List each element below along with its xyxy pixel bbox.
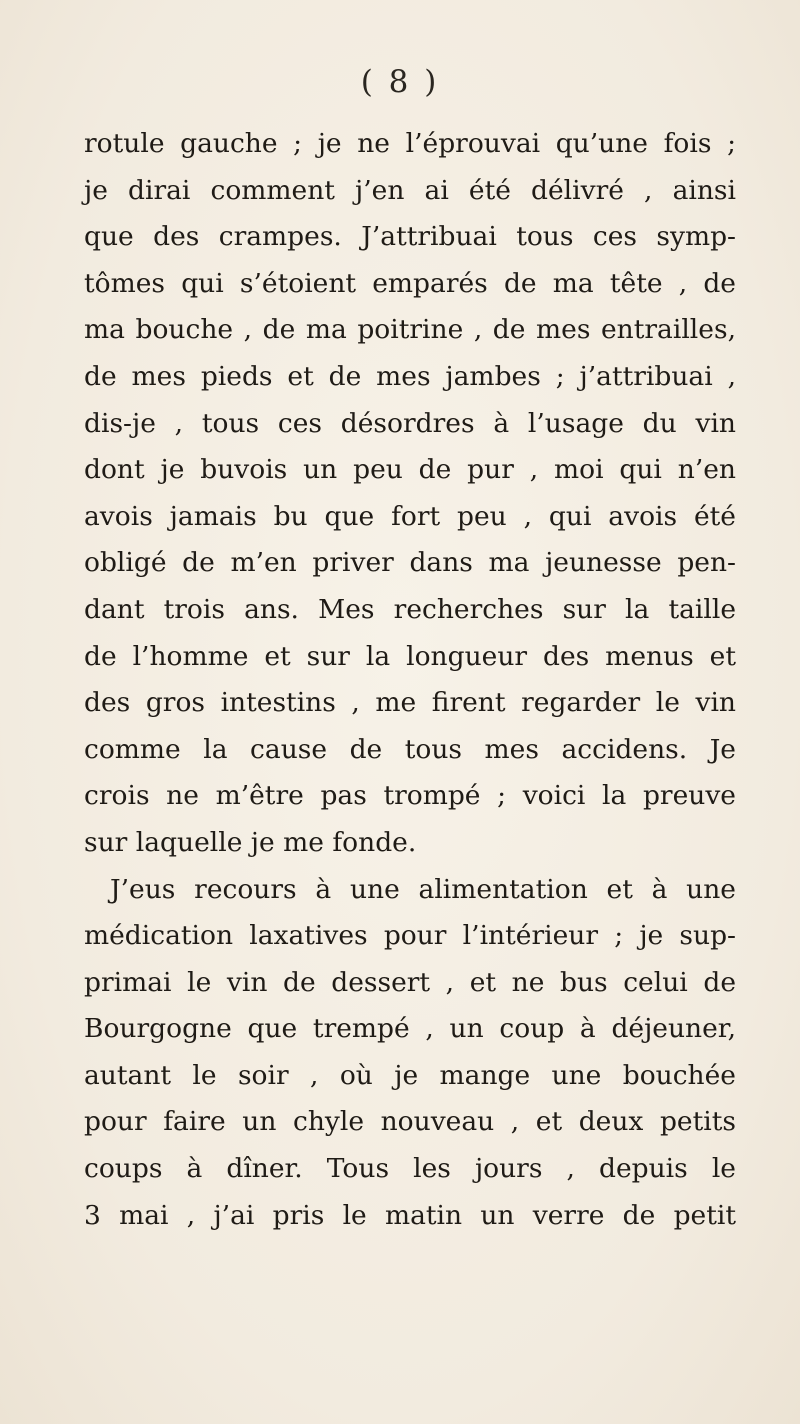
text-line: coups à dîner. Tous les jours , depuis le: [84, 1153, 736, 1185]
text-line: ma bouche , de ma poitrine , de mes entrailles,: [84, 314, 736, 346]
text-line: avois jamais bu que fort peu , qui avois été: [84, 500, 736, 532]
text-line: que des crampes. J’attribuai tous ces symp-: [84, 221, 736, 253]
text-line: obligé de m’en priver dans ma jeunesse pen-: [84, 547, 736, 579]
text-line: comme la cause de tous mes accidens. Je: [84, 733, 736, 765]
text-line: Bourgogne que trempé , un coup à déjeuner,: [84, 1013, 736, 1045]
text-line: primai le vin de dessert , et ne bus celui de: [84, 966, 736, 998]
text-line: dont je buvois un peu de pur , moi qui n’en: [84, 454, 736, 486]
text-line: J’eus recours à une alimentation et à une: [110, 873, 736, 905]
text-line: de l’homme et sur la longueur des menus et: [84, 640, 736, 672]
text-line: des gros intestins , me firent regarder le vin: [84, 687, 736, 719]
text-line: je dirai comment j’en ai été délivré , ainsi: [84, 174, 736, 206]
text-line: tômes qui s’étoient emparés de ma tête , de: [84, 267, 736, 299]
text-line: 3 mai , j’ai pris le matin un verre de petit: [84, 1199, 736, 1231]
body-text: [84, 121, 736, 1239]
text-line: dant trois ans. Mes recherches sur la taille: [84, 593, 736, 625]
text-line: crois ne m’être pas trompé ; voici la preuve: [84, 780, 736, 812]
page-number: ( 8 ): [360, 64, 440, 100]
text-line: rotule gauche ; je ne l’éprouvai qu’une fois ;: [84, 128, 736, 159]
text-line: autant le soir , où je mange une bouchée: [84, 1059, 736, 1091]
text-line: médication laxatives pour l’intérieur ; je sup-: [84, 920, 736, 952]
text-line: sur laquelle je me fonde.: [84, 826, 417, 858]
text-line: dis-je , tous ces désordres à l’usage du vin: [84, 407, 736, 439]
text-line: de mes pieds et de mes jambes ; j’attribuai ,: [84, 360, 736, 392]
text-line: pour faire un chyle nouveau , et deux petits: [84, 1106, 736, 1138]
